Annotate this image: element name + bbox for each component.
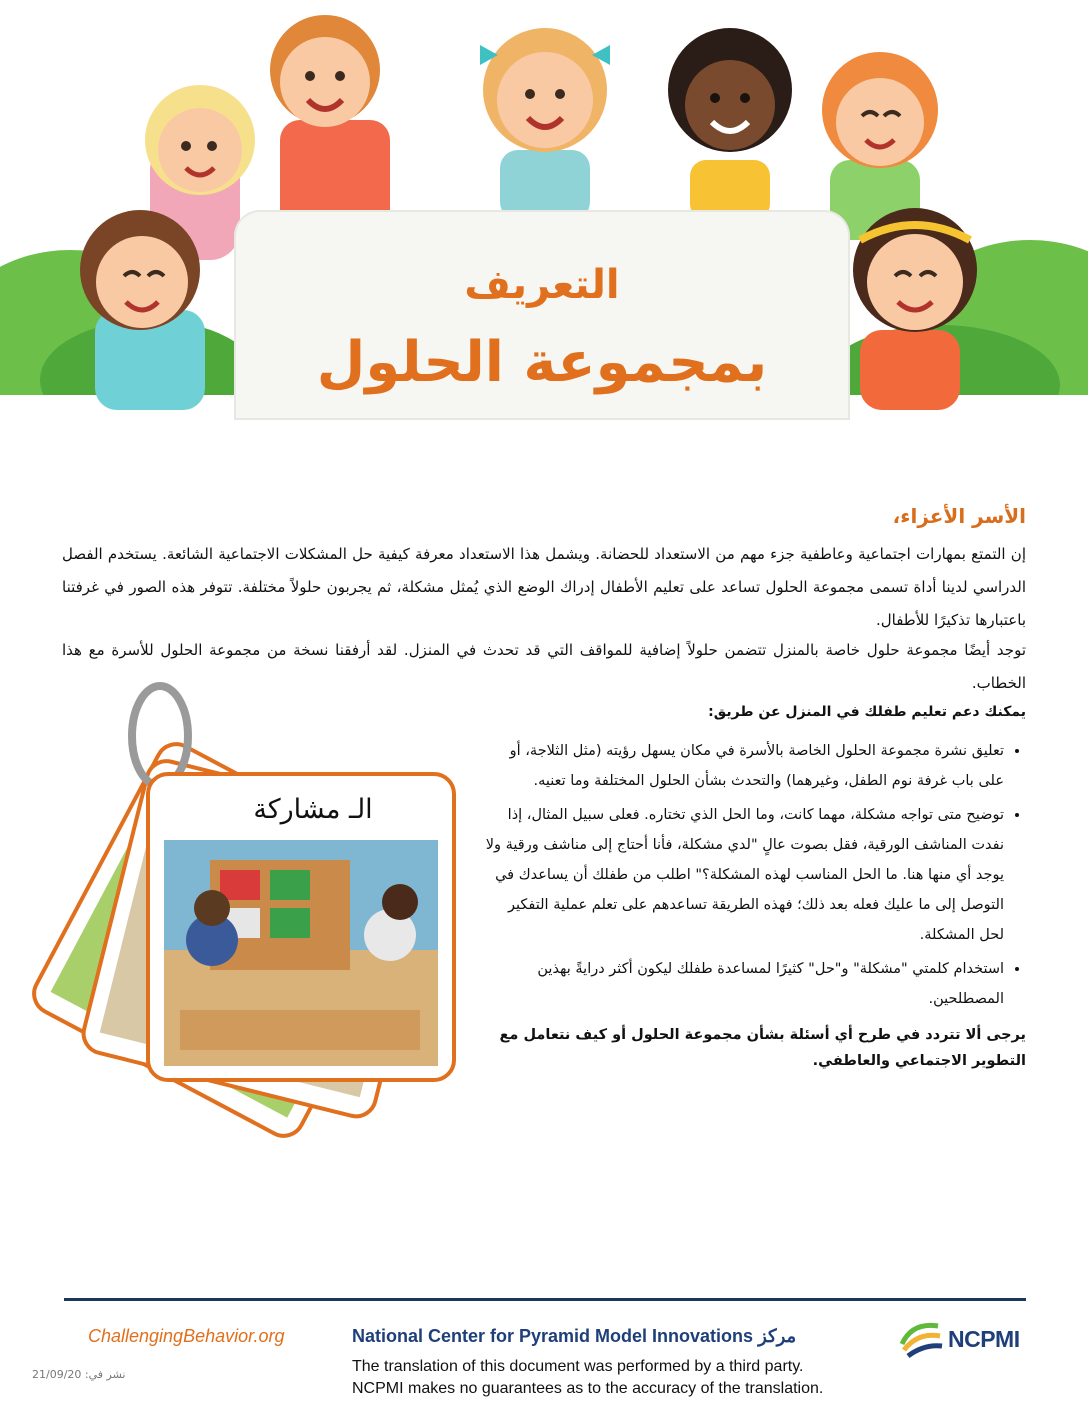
disclaimer-line-2: NCPMI makes no guarantees as to the accuracy of the translation.: [352, 1380, 824, 1397]
paragraph-1: إن التمتع بمهارات اجتماعية وعاطفية جزء مهم من الاستعداد للحضانة. ويشمل هذا الاستعداد معرفة كيفية حل المشكلات الاجتماعية الشائعة. يستخدم الفصل الدراسي لدينا أداة تسمى مجموعة الحلول تساعد على تعليم الأطفال إدراك الوضع الذي يُمثل مشكلة، ثم يجربون حلولاً مختلفة. تتوفر هذه الصور في غرفتنا باعتبارها تذكيرًا للأطفال.: [62, 545, 1026, 629]
solution-cards-illustration: [0, 680, 480, 1200]
support-heading: يمكنك دعم تعليم طفلك في المنزل عن طريق:: [708, 704, 1026, 720]
closing-text: يرجى ألا تتردد في طرح أي أسئلة بشأن مجموعة الحلول أو كيف نتعامل مع التطوير الاجتماعي والعاطفي.: [499, 1027, 1026, 1069]
center-name: National Center for Pyramid Model Innovations مركز: [352, 1326, 797, 1346]
publish-date: نشر في: 21/09/20: [32, 1368, 126, 1381]
logo-text: NCPMI: [948, 1326, 1020, 1352]
greeting: الأسر الأعزاء،: [892, 504, 1026, 528]
card-label: الـ مشاركة: [253, 794, 373, 825]
list-item: • استخدام كلمتي "مشكلة" و"حل" كثيرًا لمساعدة طفلك ليكون أكثر درايةً بهذين المصطلحين.: [480, 954, 1004, 1014]
page-title-line2: بمجموعة الحلول: [316, 330, 768, 395]
disclaimer-line-1: The translation of this document was performed by a third party.: [352, 1358, 804, 1375]
footer-divider: [64, 1298, 1026, 1301]
tips-list: [480, 736, 1026, 1018]
list-item: • تعليق نشرة مجموعة الحلول الخاصة بالأسرة في مكان يسهل رؤيته (مثل الثلاجة، أو على باب غرفة نوم الطفل، وغيرهما) والتحدث بشأن الحلول المختلفة وما تعنيه.: [480, 736, 1004, 796]
page-title-line1: التعريف: [464, 262, 620, 308]
list-item: • توضيح متى تواجه مشكلة، مهما كانت، وما الحل الذي تختاره. فعلى سبيل المثال، إذا نفدت المناشف الورقية، فقل بصوت عالٍ "لدي مشكلة، فأنا أحتاج إلى مناشف ورقية ولا يوجد أي منها هنا. ما الحل المناسب لهذه المشكلة؟" اطلب من طفلك أن يساعدك في التوصل إلى ما عليك فعله بعد ذلك؛ فهذه الطريقة تساعدهم على تعلم عملية التفكير لحل المشكلة.: [480, 800, 1004, 950]
website-link[interactable]: ChallengingBehavior.org: [88, 1326, 285, 1346]
paragraph-2: توجد أيضًا مجموعة حلول خاصة بالمنزل تتضمن حلولاً إضافية للمواقف التي قد تحدث في المنزل. لقد أرفقنا نسخة من مجموعة الحلول للأسرة مع هذا الخطاب.: [62, 641, 1026, 692]
